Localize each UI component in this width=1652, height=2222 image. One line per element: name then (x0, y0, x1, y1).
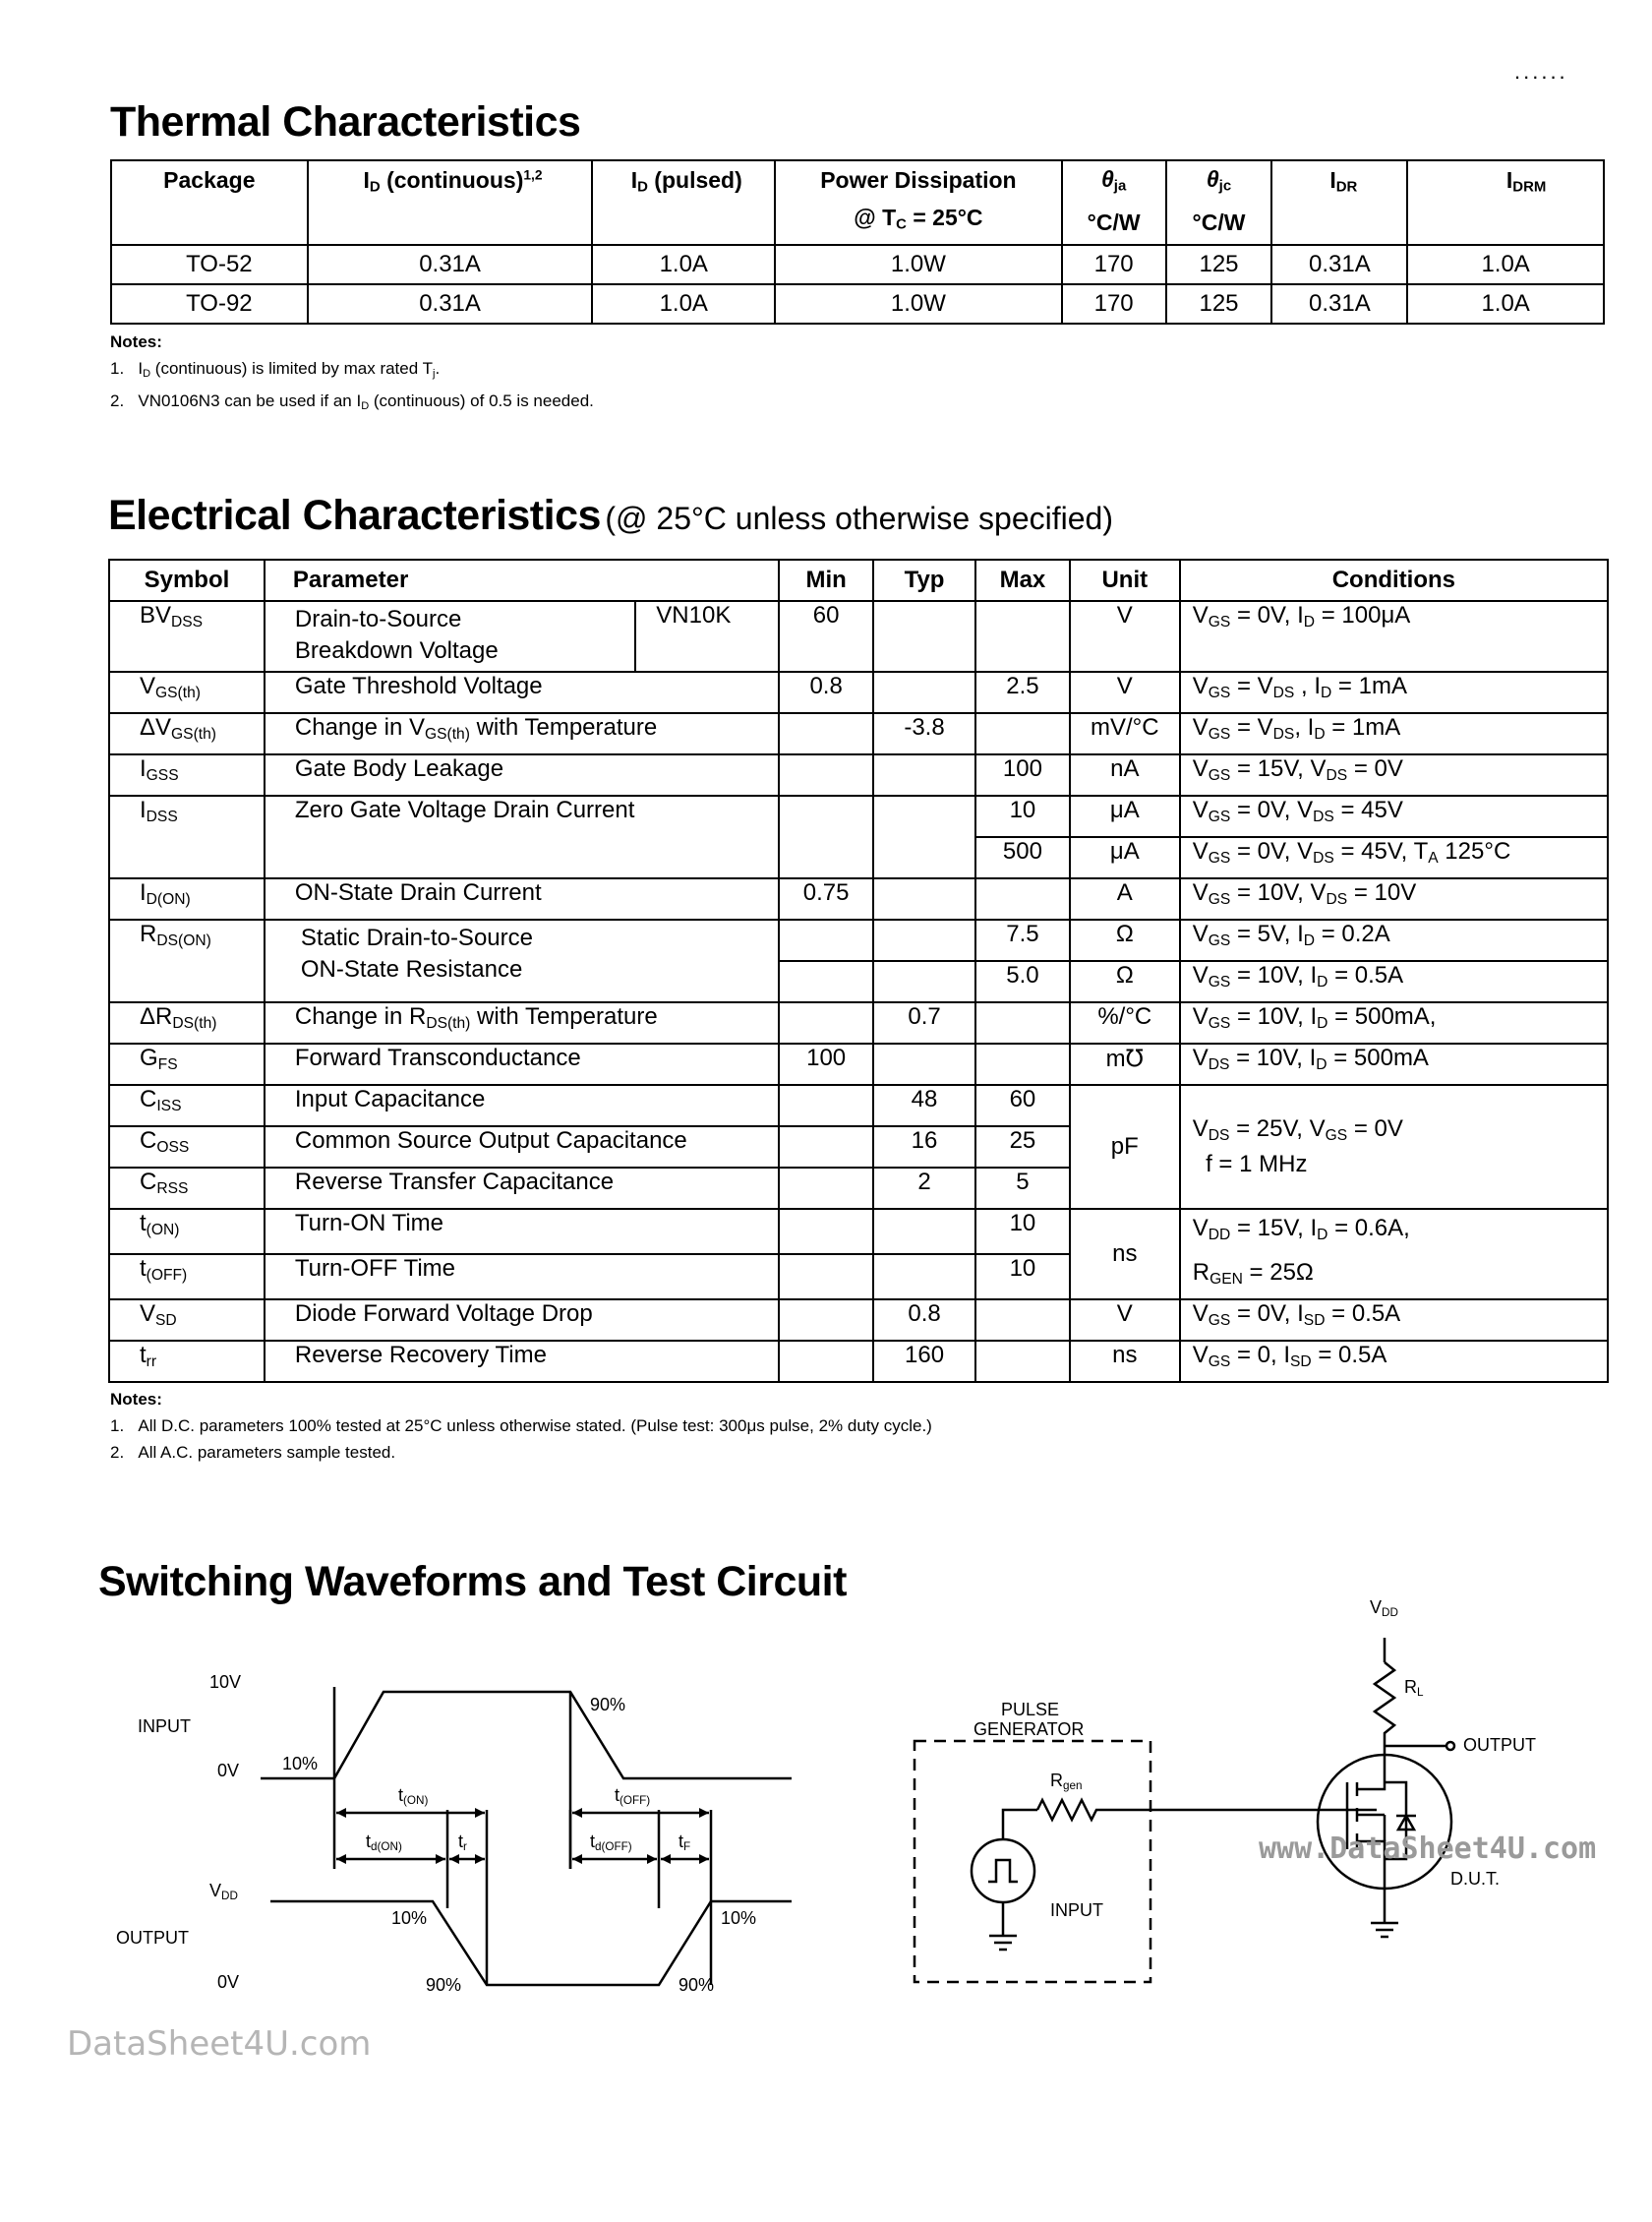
th-id-pulsed: $I_D$ (pulsed) (592, 160, 775, 245)
switch-conditions: $V_{DD} = 15V$, $I_D = 0.6A$, $R_{GEN} = 25\Omega$ (1180, 1209, 1608, 1299)
watermark-center: www.DataSheet4U.com (1259, 1832, 1597, 1866)
label-tf: $t_F$ (678, 1832, 691, 1853)
cell-pd: 1.0W (775, 284, 1062, 324)
electrical-table (108, 559, 1609, 1383)
cell-id-cont: 0.31A (308, 245, 593, 284)
label-0v-out: 0V (217, 1972, 240, 1992)
rl-resistor (1375, 1662, 1394, 1746)
label-90pct-out-l: 90% (426, 1975, 462, 1995)
th-idr: $I_{DR}$ (1271, 160, 1407, 245)
notes-title: Notes: (110, 1390, 162, 1409)
output-waveform (270, 1901, 792, 1985)
dut-mosfet-circle (1318, 1755, 1451, 1889)
th-package: Package (111, 160, 308, 245)
label-tdoff: $t_{d(OFF)}$ (590, 1832, 632, 1853)
label-dut: D.U.T. (1450, 1869, 1501, 1889)
row-dvgsth: $\Delta V_{GS(th)}$ Change in $V_{GS(th)}$ with Temperature -3.8 mV/°C $V_{GS} = V_{DS}$, $I_D = 1mA$ (109, 713, 1608, 754)
label-vdd-circuit: $V_{DD}$ (1370, 1597, 1398, 1619)
cell-theta-jc: 125 (1166, 284, 1272, 324)
input-waveform (261, 1692, 792, 1778)
row-gfs: $G_{FS}$ Forward Transconductance 100 m℧ $V_{DS} = 10V$, $I_D = 500mA$ (109, 1044, 1608, 1085)
thermal-row-to92 (111, 284, 1604, 324)
th-id-continuous: $I_D$ (continuous)$^{1,2}$ (308, 160, 593, 245)
label-ton: $t_{(ON)}$ (398, 1785, 429, 1807)
label-10pct-out-r: 10% (721, 1908, 757, 1928)
label-10pct-out-l: 10% (391, 1908, 428, 1928)
cell-idrm: 1.0A (1407, 245, 1604, 284)
input-source-circle (972, 1839, 1034, 1902)
label-90pct-in: 90% (590, 1695, 626, 1714)
cell-idrm: 1.0A (1407, 284, 1604, 324)
eh-unit: Unit (1070, 560, 1180, 601)
cell-idr: 0.31A (1271, 245, 1407, 284)
eh-max: Max (975, 560, 1070, 601)
eh-parameter: Parameter (265, 560, 779, 601)
row-drds: $\Delta R_{DS(th)}$ Change in $R_{DS(th)}$ with Temperature 0.7 %/°C $V_{GS} = 10V$, $I_D = 500mA$, (109, 1002, 1608, 1044)
th-power-dissipation: Power Dissipation @ $T_C = 25^\circ C$ (775, 160, 1062, 245)
cap-unit: pF (1070, 1085, 1180, 1209)
row-ciss: $C_{ISS}$ Input Capacitance 48 60 pF $V_{DS} = 25V$, $V_{GS} = 0V$ f = 1 MHz (109, 1085, 1608, 1126)
pulse-generator-box (914, 1741, 1150, 1982)
th-theta-ja: $\theta_{ja}$ °C/W (1062, 160, 1166, 245)
label-output-circuit: OUTPUT (1463, 1735, 1536, 1755)
row-bvdss: $BV_{DSS}$ Drain-to-Source Breakdown Voltage VN10K 60 V $V_{GS} = 0V$, $I_D = 100\mu A$ (109, 601, 1608, 672)
row-rdson-2: 5.0 Ω $V_{GS} = 10V$, $I_D = 0.5A$ (109, 961, 1608, 1002)
row-idon: $I_{D(ON)}$ ON-State Drain Current 0.75 A $V_{GS} = 10V$, $V_{DS} = 10V$ (109, 878, 1608, 920)
cell-id-pulsed: 1.0A (592, 245, 775, 284)
thermal-row-to52 (111, 245, 1604, 284)
label-90pct-out-r: 90% (678, 1975, 715, 1995)
row-crss: $C_{RSS}$ Reverse Transfer Capacitance 2 5 (109, 1168, 1608, 1209)
label-tr: $t_r$ (458, 1832, 467, 1853)
th-idrm: $I_{DRM}$ (1407, 160, 1604, 245)
switching-title: Switching Waveforms and Test Circuit (98, 1558, 847, 1605)
notes-title: Notes: (110, 332, 162, 351)
electrical-subtitle: (@ 25°C unless otherwise specified) (605, 501, 1113, 536)
eh-typ: Typ (873, 560, 975, 601)
cell-theta-ja: 170 (1062, 284, 1166, 324)
electrical-title-row (108, 492, 1113, 540)
watermark-footer: DataSheet4U.com (67, 2024, 372, 2064)
label-tdon: $t_{d(ON)}$ (366, 1832, 402, 1853)
row-vgsth: $V_{GS(th)}$ Gate Threshold Voltage 0.8 2.5 V $V_{GS} = V_{DS}$ , $I_D = 1mA$ (109, 672, 1608, 713)
row-vsd: $V_{SD}$ Diode Forward Voltage Drop 0.8 V $V_{GS} = 0V$, $I_{SD} = 0.5A$ (109, 1299, 1608, 1341)
eh-min: Min (779, 560, 873, 601)
thermal-notes: Notes: 1. $I_D$ (continuous) is limited by max rated $T_j$. 2. VN0106N3 can be used if an $I_D$ (continuous) of 0.5 is needed. (110, 332, 594, 412)
label-vdd-wave: $V_{DD}$ (209, 1881, 238, 1902)
cell-package: TO-92 (111, 284, 308, 324)
label-10pct-in: 10% (282, 1754, 319, 1773)
cell-id-cont: 0.31A (308, 284, 593, 324)
row-idss-1: $I_{DSS}$ Zero Gate Voltage Drain Current 10 μA $V_{GS} = 0V$, $V_{DS} = 45V$ (109, 796, 1608, 837)
cell-idr: 0.31A (1271, 284, 1407, 324)
label-10v: 10V (209, 1672, 242, 1692)
label-toff: $t_{(OFF)}$ (615, 1785, 651, 1807)
cell-theta-ja: 170 (1062, 245, 1166, 284)
cell-id-pulsed: 1.0A (592, 284, 775, 324)
label-0v-in: 0V (217, 1761, 240, 1780)
eh-symbol: Symbol (109, 560, 265, 601)
row-trr: $t_{rr}$ Reverse Recovery Time 160 ns $V_{GS} = 0$, $I_{SD} = 0.5A$ (109, 1341, 1608, 1382)
label-pulse: PULSE (1001, 1700, 1060, 1719)
header-marks: ...... (1514, 59, 1568, 84)
th-theta-jc: $\theta_{jc}$ °C/W (1166, 160, 1272, 245)
cell-theta-jc: 125 (1166, 245, 1272, 284)
eh-conditions: Conditions (1180, 560, 1608, 601)
row-idss-2: 500 μA $V_{GS} = 0V$, $V_{DS} = 45V$, $T_A$ 125°C (109, 837, 1608, 878)
cap-conditions: $V_{DS} = 25V$, $V_{GS} = 0V$ f = 1 MHz (1180, 1085, 1608, 1209)
label-input: INPUT (138, 1716, 191, 1736)
row-igss: $I_{GSS}$ Gate Body Leakage 100 nA $V_{GS} = 15V$, $V_{DS} = 0V$ (109, 754, 1608, 796)
label-generator: GENERATOR (974, 1719, 1085, 1739)
label-input-circuit: INPUT (1050, 1900, 1103, 1920)
thermal-title: Thermal Characteristics (110, 98, 581, 146)
row-coss: $C_{OSS}$ Common Source Output Capacitance 16 25 (109, 1126, 1608, 1168)
label-rl: $R_L$ (1404, 1677, 1424, 1699)
label-output: OUTPUT (116, 1928, 189, 1948)
switch-unit: ns (1070, 1209, 1180, 1299)
electrical-title: Electrical Characteristics (108, 492, 601, 539)
row-ton: $t_{(ON)}$ Turn-ON Time 10 ns $V_{DD} = 15V$, $I_D = 0.6A$, $R_{GEN} = 25\Omega$ (109, 1209, 1608, 1254)
row-rdson-1: $R_{DS(ON)}$ Static Drain-to-Source ON-State Resistance 7.5 Ω $V_{GS} = 5V$, $I_D = 0.2A$ (109, 920, 1608, 961)
label-rgen: $R_{gen}$ (1050, 1771, 1083, 1792)
electrical-notes: Notes: 1. All D.C. parameters 100% tested at 25°C unless otherwise stated. (Pulse test: 300μs pulse, 2% duty cycle.) 2. All A.C. parameters sample tested. (110, 1390, 932, 1462)
rgen-resistor (1037, 1800, 1377, 1820)
row-toff: $t_{(OFF)}$ Turn-OFF Time 10 (109, 1254, 1608, 1299)
cell-package: TO-52 (111, 245, 308, 284)
cell-pd: 1.0W (775, 245, 1062, 284)
thermal-table (110, 159, 1605, 325)
